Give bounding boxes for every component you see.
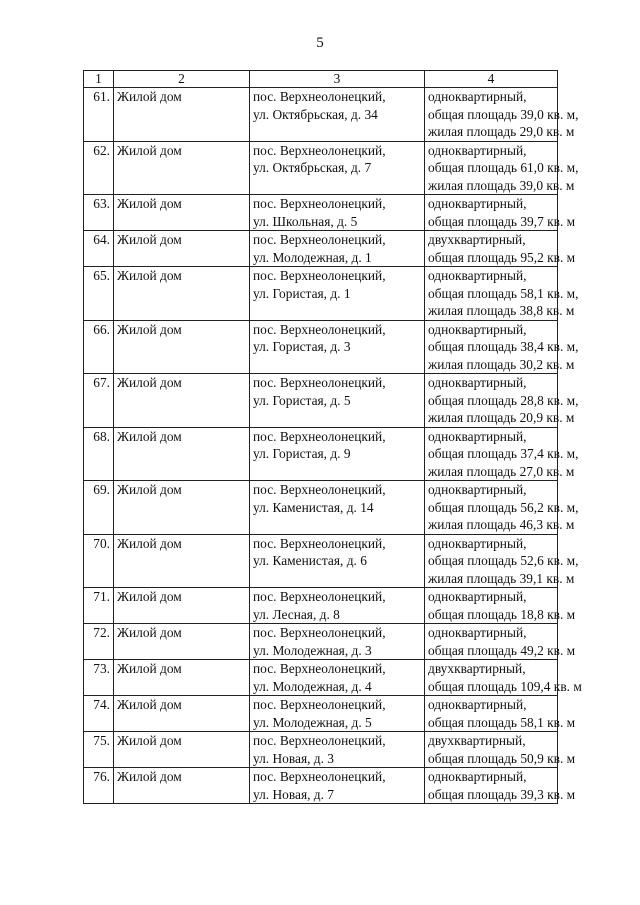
object-name: Жилой дом [114, 588, 250, 624]
address-street: ул. Школьная, д. 5 [253, 213, 358, 229]
address-street: ул. Лесная, д. 8 [253, 606, 340, 622]
description-line: жилая площадь 20,9 кв. м [428, 410, 575, 425]
address-settlement: пос. Верхнеолонецкий, [253, 769, 386, 784]
header-col-2: 2 [114, 71, 250, 88]
housing-registry-table [83, 70, 582, 804]
table-row [84, 427, 558, 481]
address-street: ул. Гористая, д. 3 [253, 339, 351, 354]
row-number: 74. [84, 696, 114, 732]
description-line: общая площадь 37,4 кв. м, [428, 446, 579, 461]
row-number: 62. [84, 141, 114, 195]
object-name: Жилой дом [114, 481, 250, 535]
header-col-4: 4 [425, 71, 558, 88]
object-name: Жилой дом [114, 732, 250, 768]
object-address [250, 696, 425, 732]
row-number: 70. [84, 534, 114, 588]
row-number: 69. [84, 481, 114, 535]
row-number: 71. [84, 588, 114, 624]
address-street: ул. Каменистая, д. 14 [253, 499, 374, 515]
page-number: 5 [316, 35, 324, 51]
address-street: ул. Каменистая, д. 6 [253, 553, 367, 568]
address-street: ул. Молодежная, д. 3 [253, 642, 372, 658]
object-description [425, 481, 579, 535]
address-settlement: пос. Верхнеолонецкий, [253, 697, 386, 712]
description-line: одноквартирный, [428, 89, 527, 104]
table-header [84, 71, 558, 88]
object-description [425, 231, 576, 267]
row-number: 61. [84, 88, 114, 142]
description-line: одноквартирный, [428, 589, 527, 604]
header-row [84, 71, 558, 88]
address-settlement: пос. Верхнеолонецкий, [253, 321, 386, 337]
object-description [425, 588, 576, 624]
object-address [250, 624, 425, 660]
object-address [250, 660, 425, 696]
description-line: одноквартирный, [428, 375, 527, 390]
object-name: Жилой дом [114, 696, 250, 732]
description-line: двухквартирный, [428, 232, 526, 247]
description-line: одноквартирный, [428, 625, 527, 640]
object-address [250, 427, 425, 481]
description-line: одноквартирный, [428, 268, 527, 283]
row-number: 72. [84, 624, 114, 660]
description-line: общая площадь 56,2 кв. м, [428, 499, 579, 515]
description-line: одноквартирный, [428, 196, 527, 211]
description-line: одноквартирный, [428, 482, 527, 497]
table-row [84, 534, 558, 588]
table-row [84, 481, 558, 535]
address-street: ул. Октябрьская, д. 7 [253, 160, 372, 175]
object-address [250, 141, 425, 195]
table-row [84, 267, 558, 321]
description-line: общая площадь 39,7 кв. м [428, 213, 576, 229]
object-name: Жилой дом [114, 374, 250, 428]
object-address [250, 267, 425, 321]
address-street: ул. Октябрьская, д. 34 [253, 106, 378, 122]
description-line: одноквартирный, [428, 535, 527, 551]
address-settlement: пос. Верхнеолонецкий, [253, 625, 386, 640]
address-settlement: пос. Верхнеолонецкий, [253, 375, 386, 390]
object-name: Жилой дом [114, 660, 250, 696]
description-line: общая площадь 49,2 кв. м [428, 642, 576, 658]
table-row [84, 231, 558, 267]
address-street: ул. Молодежная, д. 5 [253, 714, 372, 730]
address-settlement: пос. Верхнеолонецкий, [253, 89, 386, 104]
description-line: двухквартирный, [428, 733, 526, 748]
object-address [250, 374, 425, 428]
address-settlement: пос. Верхнеолонецкий, [253, 142, 386, 158]
object-name: Жилой дом [114, 534, 250, 588]
description-line: общая площадь 50,9 кв. м [428, 750, 576, 766]
object-address [250, 534, 425, 588]
row-number: 63. [84, 195, 114, 231]
object-description [425, 374, 579, 428]
row-number: 68. [84, 427, 114, 481]
object-description [425, 732, 576, 768]
object-name: Жилой дом [114, 267, 250, 321]
object-description [425, 427, 579, 481]
table-row [84, 624, 558, 660]
address-street: ул. Гористая, д. 1 [253, 285, 351, 301]
row-number: 75. [84, 732, 114, 768]
address-street: ул. Новая, д. 7 [253, 786, 334, 802]
object-address [250, 231, 425, 267]
table-row [84, 195, 558, 231]
row-number: 65. [84, 267, 114, 321]
object-name: Жилой дом [114, 195, 250, 231]
description-line: жилая площадь 29,0 кв. м [428, 124, 575, 139]
address-street: ул. Новая, д. 3 [253, 750, 334, 766]
object-description [425, 660, 582, 696]
address-settlement: пос. Верхнеолонецкий, [253, 196, 386, 211]
description-line: двухквартирный, [428, 661, 526, 676]
description-line: общая площадь 28,8 кв. м, [428, 392, 579, 408]
description-line: жилая площадь 27,0 кв. м [428, 463, 575, 479]
address-street: ул. Молодежная, д. 1 [253, 249, 372, 265]
description-line: общая площадь 18,8 кв. м [428, 606, 576, 622]
description-line: жилая площадь 39,0 кв. м [428, 177, 575, 193]
object-description [425, 624, 576, 660]
object-name: Жилой дом [114, 141, 250, 195]
row-number: 76. [84, 768, 114, 804]
table-row [84, 374, 558, 428]
object-description [425, 88, 579, 142]
table-row [84, 320, 558, 374]
object-address [250, 88, 425, 142]
description-line: общая площадь 95,2 кв. м [428, 249, 576, 265]
description-line: жилая площадь 39,1 кв. м [428, 570, 575, 586]
address-settlement: пос. Верхнеолонецкий, [253, 428, 386, 444]
object-address [250, 732, 425, 768]
address-settlement: пос. Верхнеолонецкий, [253, 589, 386, 604]
object-address [250, 195, 425, 231]
object-name: Жилой дом [114, 427, 250, 481]
object-description [425, 534, 579, 588]
address-street: ул. Молодежная, д. 4 [253, 678, 372, 694]
description-line: общая площадь 58,1 кв. м [428, 714, 576, 730]
row-number: 66. [84, 320, 114, 374]
table-row [84, 588, 558, 624]
object-address [250, 320, 425, 374]
description-line: общая площадь 38,4 кв. м, [428, 339, 579, 354]
table-row [84, 141, 558, 195]
object-description [425, 320, 579, 374]
table-body [84, 88, 582, 804]
object-description [425, 267, 579, 321]
header-col-1: 1 [84, 71, 114, 88]
table-row [84, 732, 558, 768]
address-settlement: пос. Верхнеолонецкий, [253, 482, 386, 497]
object-name: Жилой дом [114, 231, 250, 267]
description-line: одноквартирный, [428, 142, 527, 158]
object-address [250, 768, 425, 804]
address-street: ул. Гористая, д. 9 [253, 446, 351, 461]
object-description [425, 696, 576, 732]
description-line: одноквартирный, [428, 321, 527, 337]
address-settlement: пос. Верхнеолонецкий, [253, 661, 386, 676]
address-settlement: пос. Верхнеолонецкий, [253, 232, 386, 247]
table-row [84, 660, 558, 696]
table-row [84, 768, 558, 804]
header-col-3: 3 [250, 71, 425, 88]
object-description [425, 195, 576, 231]
address-settlement: пос. Верхнеолонецкий, [253, 733, 386, 748]
table-row [84, 88, 558, 142]
address-street: ул. Гористая, д. 5 [253, 392, 351, 408]
object-name: Жилой дом [114, 624, 250, 660]
object-address [250, 481, 425, 535]
object-description [425, 141, 579, 195]
description-line: общая площадь 109,4 кв. м [428, 678, 582, 694]
address-settlement: пос. Верхнеолонецкий, [253, 268, 386, 283]
row-number: 73. [84, 660, 114, 696]
description-line: общая площадь 58,1 кв. м, [428, 285, 579, 301]
row-number: 64. [84, 231, 114, 267]
object-name: Жилой дом [114, 88, 250, 142]
description-line: одноквартирный, [428, 769, 527, 784]
object-name: Жилой дом [114, 768, 250, 804]
row-number: 67. [84, 374, 114, 428]
description-line: жилая площадь 38,8 кв. м [428, 303, 575, 318]
description-line: жилая площадь 30,2 кв. м [428, 356, 575, 372]
description-line: общая площадь 61,0 кв. м, [428, 160, 579, 175]
description-line: общая площадь 52,6 кв. м, [428, 553, 579, 568]
object-name: Жилой дом [114, 320, 250, 374]
description-line: жилая площадь 46,3 кв. м [428, 517, 575, 532]
description-line: общая площадь 39,3 кв. м [428, 786, 576, 802]
description-line: одноквартирный, [428, 428, 527, 444]
object-address [250, 588, 425, 624]
object-description [425, 768, 576, 804]
description-line: общая площадь 39,0 кв. м, [428, 106, 579, 122]
table-row [84, 696, 558, 732]
address-settlement: пос. Верхнеолонецкий, [253, 535, 386, 551]
description-line: одноквартирный, [428, 697, 527, 712]
